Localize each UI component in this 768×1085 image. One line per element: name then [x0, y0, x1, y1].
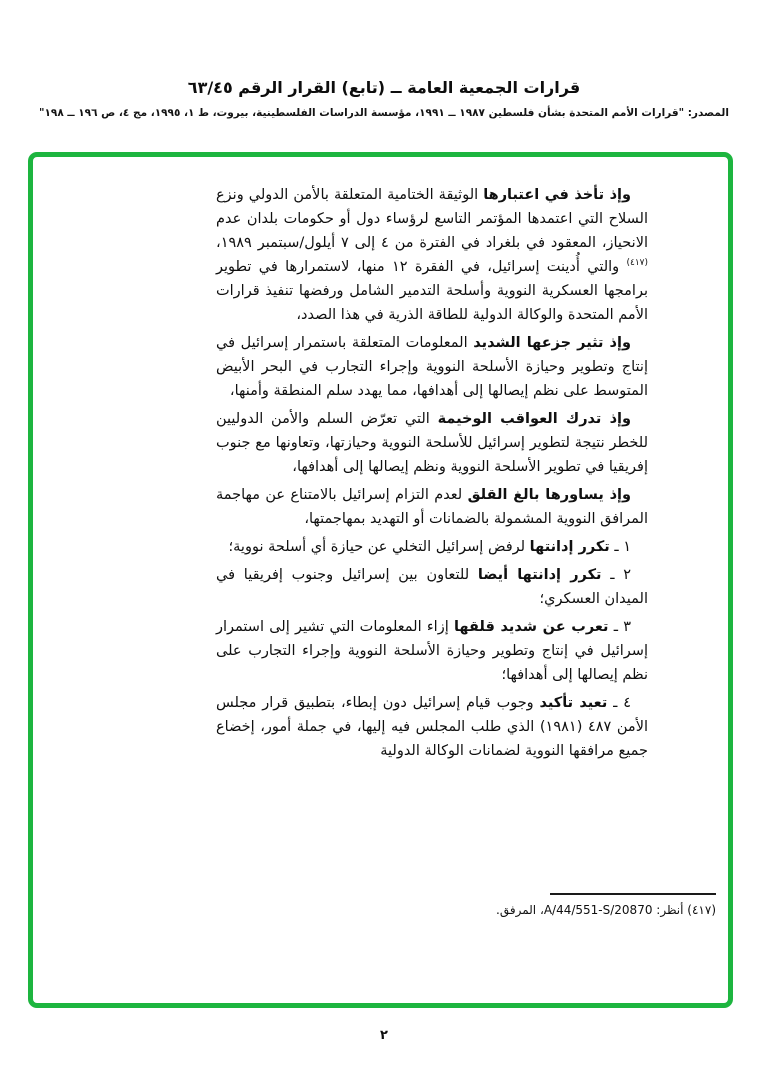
- paragraph-lead: تعيد تأكيد: [539, 695, 608, 711]
- highlight-border-box: [28, 152, 733, 1008]
- footnote: [296, 893, 716, 919]
- paragraph-text: لرفض إسرائيل التخلي عن حيازة أي أسلحة نووية؛: [228, 539, 530, 555]
- operative-paragraph-4: [216, 691, 648, 763]
- footnote-separator: [550, 893, 716, 895]
- paragraph-lead: تكرر إدانتها: [529, 539, 610, 555]
- page-number: ٢: [380, 1028, 388, 1043]
- paragraph-lead: وإذ تثير جزعها الشديد: [473, 335, 631, 351]
- paragraph-number: ٣ ـ: [608, 619, 632, 635]
- page-title: قرارات الجمعية العامة ــ (تابع) القرار الرقم ٦٣/٤٥: [187, 78, 581, 97]
- paragraph-text: للتعاون بين إسرائيل وجنوب إفريقيا في الميدان العسكري؛: [216, 567, 648, 607]
- operative-paragraph-3: [216, 615, 648, 687]
- paragraph-number: ٢ ـ: [601, 567, 632, 583]
- paragraph-lead: وإذ يساورها بالغ القلق: [467, 487, 631, 503]
- paragraph-number: ٤ ـ: [607, 695, 632, 711]
- paragraph-lead: وإذ تأخذ في اعتبارها: [483, 187, 631, 203]
- paragraph-text: والتي أُدينت إسرائيل، في الفقرة ١٢ منها، لاستمرارها في تطوير برامجها العسكرية النووية وأسلحة التدمير الشامل ورفضها تنفيذ قرارات الأمم المتحدة والوكالة الدولية للطاقة الذرية في هذا الصدد،: [216, 259, 648, 323]
- footnote-reference: (٤١٧): [626, 258, 649, 269]
- paragraph-text: الوثيقة الختامية المتعلقة بالأمن الدولي ونزع السلاح التي اعتمدها المؤتمر التاسع لرؤساء دول أو حكومات بلدان عدم الانحياز، المعقود في بلغراد في الفترة من ٤ إلى ٧ أيلول/سبتمبر ١٩٨٩،: [216, 187, 649, 251]
- paragraph-text: المعلومات المتعلقة باستمرار إسرائيل في إنتاج وتطوير وحيازة الأسلحة النووية وإجراء التجارب في البحر الأبيض المتوسط على نظم إيصالها إلى أهدافها، مما يهدد سلم المنطقة وأمنها،: [216, 335, 648, 399]
- preamble-paragraph: [216, 407, 648, 479]
- paragraph-lead: تعرب عن شديد قلقها: [453, 619, 609, 635]
- operative-paragraph-2: [216, 563, 648, 611]
- paragraph-text: وجوب قيام إسرائيل دون إبطاء، بتطبيق قرار مجلس الأمن ٤٨٧ (١٩٨١) الذي طلب المجلس فيه إليها، في جملة أمور، إخضاع جميع مرافقها النووية لضمانات الوكالة الدولية: [216, 695, 648, 759]
- paragraph-lead: تكرر إدانتها أيضا: [477, 567, 602, 583]
- footnote-text: (٤١٧) أنظر: A/44/551-S/20870، المرفق.: [496, 903, 716, 917]
- paragraph-text: لعدم التزام إسرائيل بالامتناع عن مهاجمة المرافق النووية المشمولة بالضمانات أو التهديد بمهاجمتها،: [216, 487, 648, 527]
- source-line: المصدر: "قرارات الأمم المتحدة بشأن فلسطين ١٩٨٧ ــ ١٩٩١، مؤسسة الدراسات الفلسطينية، بيروت، ط ١، ١٩٩٥، مج ٤، ص ١٩٦ ــ ١٩٨": [39, 107, 729, 119]
- preamble-paragraph: [216, 483, 648, 531]
- resolution-body: [216, 183, 648, 763]
- preamble-paragraph: [216, 183, 648, 327]
- operative-paragraph-1: [216, 535, 648, 559]
- paragraph-text: إزاء المعلومات التي تشير إلى استمرار إسرائيل في إنتاج وتطوير وحيازة الأسلحة النووية وإجراء التجارب على نظم إيصالها إلى أهدافها؛: [216, 619, 648, 683]
- paragraph-text: التي تعرّض السلم والأمن الدوليين للخطر نتيجة لتطوير إسرائيل للأسلحة النووية وحيازتها، وتعاونها مع جنوب إفريقيا في تطوير الأسلحة النووية ونظم إيصالها إلى أهدافها،: [216, 411, 648, 475]
- preamble-paragraph: [216, 331, 648, 403]
- paragraph-lead: وإذ تدرك العواقب الوخيمة: [437, 411, 632, 427]
- paragraph-number: ١ ـ: [609, 539, 631, 555]
